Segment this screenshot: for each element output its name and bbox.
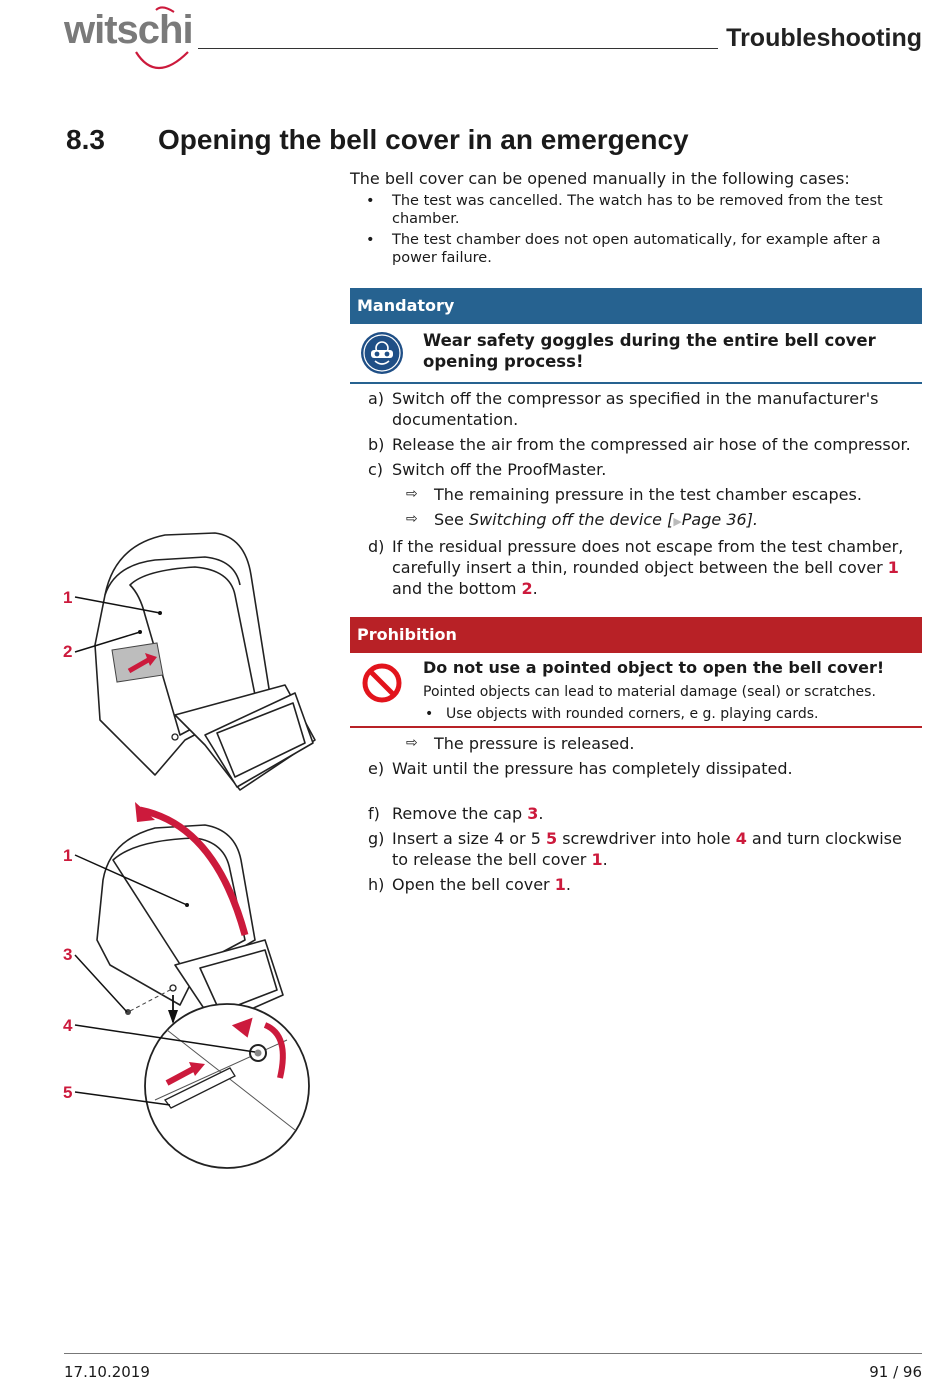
callout-ref: 3	[527, 804, 539, 823]
mandatory-notice	[350, 288, 922, 384]
step-text: .	[602, 850, 608, 869]
callout-4: 4	[63, 1016, 73, 1035]
step-b	[350, 434, 922, 455]
safety-goggles-icon	[360, 331, 404, 375]
page-link-icon: ▶	[673, 515, 682, 528]
step-g	[350, 828, 922, 870]
result-item	[350, 509, 922, 532]
step-text: Switch off the compressor as specified in the manufacturer's documentation.	[392, 389, 879, 429]
step-text: Switch off the ProofMaster.	[392, 460, 607, 479]
prohibition-body	[350, 653, 922, 728]
prohibition-notice	[350, 617, 922, 728]
step-label: a)	[368, 389, 385, 408]
callout-1: 1	[63, 846, 73, 865]
step-text: Insert a size 4 or 5	[392, 829, 546, 848]
prohibition-title: Do not use a pointed object to open the bell cover!	[423, 658, 885, 677]
list-item: • The test was cancelled. The watch has to be removed from the test chamber.	[350, 193, 922, 228]
intro-text: The bell cover can be opened manually in the following cases:	[350, 169, 850, 188]
callout-2: 2	[63, 642, 73, 661]
step-d	[350, 536, 922, 599]
result-text: The pressure is released.	[434, 734, 635, 753]
step-text: .	[565, 875, 571, 894]
steps-e-h	[350, 733, 922, 899]
result-arrow-icon: ⇨	[406, 511, 418, 527]
prohibition-icon	[360, 661, 404, 705]
opening-illustration	[55, 800, 325, 1170]
step-label: h)	[368, 875, 385, 894]
step-label: e)	[368, 759, 385, 778]
step-a	[350, 388, 922, 430]
steps-a-d	[350, 388, 922, 603]
logo-swoosh	[64, 6, 192, 70]
chapter-title: Troubleshooting	[726, 24, 922, 52]
step-text: and the bottom	[392, 579, 522, 598]
mandatory-body	[350, 324, 922, 384]
result-arrow-icon: ⇨	[406, 486, 418, 502]
prohibition-text: Pointed objects can lead to material damage (seal) or scratches.	[423, 684, 876, 700]
prohibition-bullet	[425, 705, 916, 723]
step-text: If the residual pressure does not escape from the test chamber, carefully insert a thin, rounded object between the bell cover	[392, 537, 904, 577]
list-item: • The test chamber does not open automatically, for example after a power failure.	[350, 232, 922, 267]
witschi-logo	[64, 6, 192, 70]
callout-5: 5	[63, 1083, 73, 1102]
callout-1: 1	[63, 588, 73, 607]
header-rule	[198, 48, 718, 49]
figure-device-insert	[55, 525, 325, 800]
step-text: and turn clockwise to release the bell cover	[392, 829, 902, 869]
step-label: f)	[368, 804, 380, 823]
bullet-icon: •	[425, 706, 434, 722]
step-text: Remove the cap	[392, 804, 528, 823]
callout-ref: 5	[545, 829, 558, 848]
logo-text: witschi	[64, 8, 193, 52]
callout-ref: 2	[521, 579, 533, 598]
callout-3: 3	[63, 945, 73, 964]
step-h	[350, 874, 922, 895]
step-text: Wait until the pressure has completely dissipated.	[392, 759, 793, 778]
cross-reference-link[interactable]: Switching off the device	[468, 510, 662, 529]
step-label: c)	[368, 460, 384, 479]
result-item	[350, 733, 922, 754]
result-item	[350, 484, 922, 505]
callout-ref: 1	[554, 875, 566, 894]
mandatory-header: Mandatory	[350, 288, 922, 324]
callout-ref: 1	[591, 850, 603, 869]
result-arrow-icon: ⇨	[406, 735, 418, 751]
footer-date: 17.10.2019	[64, 1363, 150, 1381]
step-text: .	[532, 579, 538, 598]
step-text: screwdriver into hole	[557, 829, 736, 848]
footer-rule	[64, 1353, 922, 1354]
bracket-close: ].	[746, 510, 759, 529]
figure-open-cover	[55, 800, 325, 1170]
section-number: 8.3	[66, 124, 105, 155]
result-text: The remaining pressure in the test chamber escapes.	[434, 485, 862, 504]
step-text: .	[538, 804, 544, 823]
intro-bullets	[350, 193, 922, 267]
step-label: g)	[368, 829, 385, 848]
bracket-open: [	[661, 510, 674, 529]
mandatory-text: Wear safety goggles during the entire bell cover opening process!	[423, 331, 876, 371]
step-text: Release the air from the compressed air hose of the compressor.	[392, 435, 911, 454]
prohibition-header: Prohibition	[350, 617, 922, 653]
intro	[350, 168, 922, 271]
step-e	[350, 758, 922, 779]
step-text: Open the bell cover	[392, 875, 555, 894]
result-prefix: See	[434, 510, 469, 529]
callout-ref: 1	[887, 558, 899, 577]
step-c	[350, 459, 922, 480]
callout-ref: 4	[735, 829, 747, 848]
device-illustration	[55, 525, 325, 800]
step-label: b)	[368, 435, 385, 454]
footer-page-number: 91 / 96	[869, 1363, 922, 1381]
section-title: Opening the bell cover in an emergency	[158, 124, 689, 155]
page-reference-link[interactable]: Page 36	[681, 510, 747, 529]
prohibition-bullet-text: Use objects with rounded corners, e g. playing cards.	[446, 706, 819, 722]
step-label: d)	[368, 537, 385, 556]
step-f	[350, 803, 922, 824]
